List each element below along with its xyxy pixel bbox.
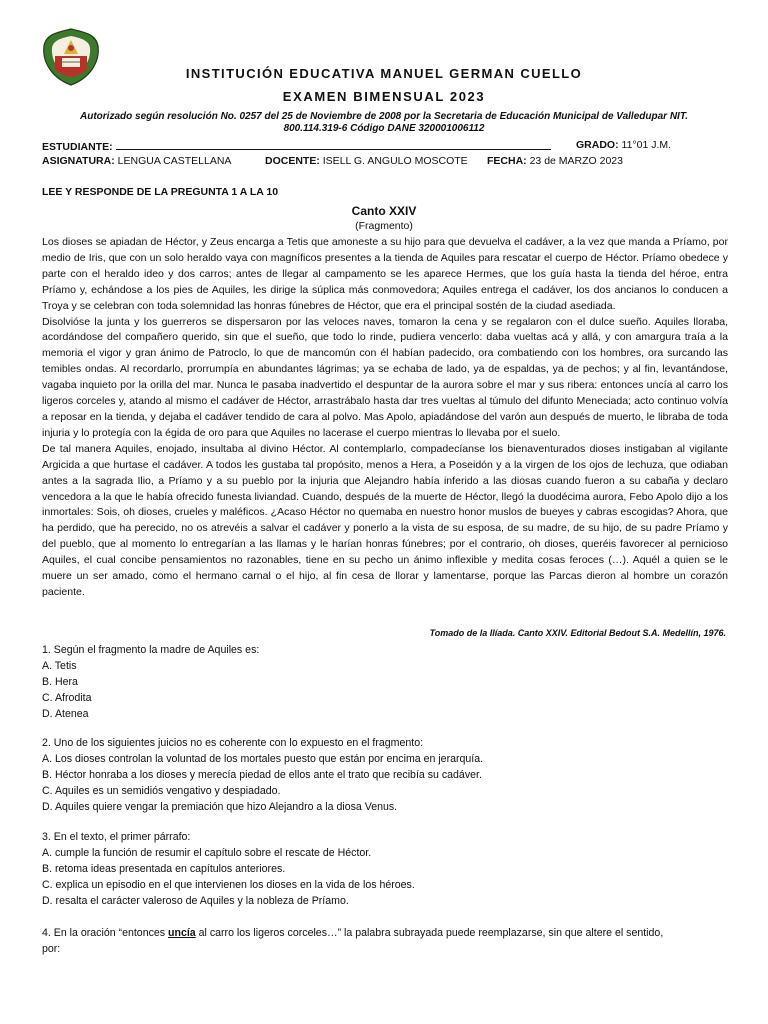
reading-subtitle: (Fragmento) xyxy=(355,220,413,232)
subject-label: ASIGNATURA: xyxy=(42,155,115,167)
question-stem-continuation: por: xyxy=(42,942,61,955)
grade-value: 11°01 J.M. xyxy=(621,139,672,151)
grade-group xyxy=(576,139,671,151)
authorization-text xyxy=(0,111,768,135)
teacher-value: ISELL G. ANGULO MOSCOTE xyxy=(322,155,468,167)
option-c[interactable]: C. Afrodita xyxy=(42,691,92,704)
underlined-word: uncía xyxy=(168,927,196,939)
option-a[interactable]: A. Tetis xyxy=(42,659,77,672)
question-stem: 1. Según el fragmento la madre de Aquiles es: xyxy=(42,644,260,656)
exam-title: EXAMEN BIMENSUAL 2023 xyxy=(282,89,486,104)
option-b[interactable]: B. Hera xyxy=(42,675,78,688)
reading-paragraph: Los dioses se apiadan de Héctor, y Zeus encarga a Tetis que amoneste a su hijo para que devuelva el cadáver, a la vez que manda a Príamo, por medio de Iris, que con un solo heraldo vaya con magníficos presentes a la tienda de Aquiles para rescatar el cuerpo de Héctor. Príamo obedece y parte con el heraldo ideo y dos carros; antes de llegar al campamento se les aparece Hermes, que los guía hasta la tienda del héroe, entra Príamo y, echándose a los pies de Aquiles, les dirige la súplica más conmovedora; Aquiles entrega el cadáver, los dos ancianos lo conducen a Troya y se celebran con toda solemnidad las honras fúnebres de Héctor, que era el principal sostén de la ciudad asediada. xyxy=(42,236,728,312)
option-d[interactable]: D. Atenea xyxy=(42,707,89,720)
teacher-label: DOCENTE: xyxy=(265,155,320,167)
option-d[interactable]: D. Aquiles quiere vengar la premiación que hizo Alejandro a la diosa Venus. xyxy=(42,800,398,813)
question-stem: 2. Uno de los siguientes juicios no es coherente con lo expuesto en el fragmento: xyxy=(42,737,424,749)
reading-paragraph: De tal manera Aquiles, enojado, insultaba al divino Héctor. Al contemplarlo, compadecíanse los bienaventurados dioses instigaban al vigilante Argicida a que hurtase el cadáver. A todos les gustaba tal propósito, menos a Hera, a Poseidón y a la virgen de los ojos de lechuza, que odiaban antes a la sagrada Ilio, a Príamo y a su pueblo por la injuria que Alejandro había inferido a las diosas cuando fueron a su cabaña y declaro vencedora a la que le había ofrecido funesta liviandad. Cuando, después de la muerte de Héctor, llegó la duodécima aurora, Febo Apolo dijo a los inmortales: Sois, oh dioses, crueles y maléficos. ¿Acaso Héctor no quemaba en nuestro honor muslos de bueyes y cabras escogidas? Ahora, que ha perdido, que ha perecido, no os atrevéis a salvar el cadáver y ponerlo a la vista de su esposa, de su madre, de su hijo, de su padre Príamo y del pueblo, que al momento lo entregarían a las llamas y le harían honras fúnebres; por el contrario, oh dioses, queréis favorecer al pernicioso Aquiles, el cual concibe pensamientos no razonables, tiene en su pecho un ánimo inflexible y medita cosas feroces (…). Aquél a quien se le muere un ser amado, como el hermano carnal o el hijo, al fin cesa de llorar y lamentarse, porque las Parcas dieron al hombre un corazón paciente. xyxy=(42,442,728,598)
reading-title: Canto XXIV xyxy=(351,204,417,218)
stem-after: al carro los ligeros corceles…” la palabra subrayada puede reemplazarse, sin que altere el sentido, xyxy=(195,927,664,939)
reading-paragraph: Disolvióse la junta y los guerreros se dispersaron por las veloces naves, tomaron la cena y se regalaron con el dulce sueño. Aquiles lloraba, acordándose del compañero querido, sin que el sueño, que todo lo rinde, pudiera vencerlo: daba vueltas acá y allá, y con amargura traía a la memoria el vigor y gran ánimo de Patroclo, lo que de mancomún con él habían padecido, ora combatiendo con los hombres, ora surcando las temibles ondas. Al recordarlo, prorrumpía en abundantes lágrimas; ya se echaba de lado, ya de espaldas, ya de pechos; y al fin, levantándose, vagaba inquieto por la orilla del mar. Nunca le pasaba inadvertido el despuntar de la aurora sobre el mar y sus ribera: entonces uncía al carro los ligeros corceles y, atando al mismo el cadáver de Héctor, arrastrábalo hasta dar tres vueltas al túmulo del difunto Meneciada; acto continuo volvía a reposar en la tienda, y dejaba el cadáver tendido de cara al polvo. Mas Apolo, apiadándose del varón aun después de muerto, le libraba de toda injuria y lo protegía con la égida de oro para que Aquiles no lacerase el cuerpo mientras lo llevaba por el suelo. xyxy=(42,315,728,439)
date-value: 23 de MARZO 2023 xyxy=(529,155,623,167)
student-name-field[interactable] xyxy=(116,139,551,150)
reading-source: Tomado de la Ilíada. Canto XXIV. Editorial Bedout S.A. Medellín, 1976. xyxy=(429,628,726,638)
question-2 xyxy=(42,736,728,816)
question-4 xyxy=(42,926,728,958)
option-c[interactable]: C. explica un episodio en el que intervienen los dioses en la vida de los héroes. xyxy=(42,878,415,891)
grade-label: GRADO: xyxy=(576,139,619,151)
subject-value: LENGUA CASTELLANA xyxy=(117,155,232,167)
question-3 xyxy=(42,830,728,910)
option-b[interactable]: B. Héctor honraba a los dioses y merecía piedad de ellos ante el trato que recibía su cadáver. xyxy=(42,768,482,781)
authorization-line-2: 800.114.319-6 Código DANE 320001006112 xyxy=(283,123,485,134)
institution-name: INSTITUCIÓN EDUCATIVA MANUEL GERMAN CUELLO xyxy=(185,66,583,81)
option-b[interactable]: B. retoma ideas presentada en capítulos anteriores. xyxy=(42,862,286,875)
option-d[interactable]: D. resalta el carácter valeroso de Aquiles y la nobleza de Príamo. xyxy=(42,894,349,907)
option-c[interactable]: C. Aquiles es un semidiós vengativo y despiadado. xyxy=(42,784,281,797)
teacher-group xyxy=(265,155,468,167)
question-1 xyxy=(42,643,728,723)
authorization-line-1: Autorizado según resolución No. 0257 del 25 de Noviembre de 2008 por la Secretaria de Educación Municipal de Valledupar NIT. xyxy=(80,111,688,122)
reading-text xyxy=(42,235,728,601)
date-group xyxy=(487,155,623,167)
option-a[interactable]: A. cumple la función de resumir el capítulo sobre el rescate de Héctor. xyxy=(42,846,372,859)
option-a[interactable]: A. Los dioses controlan la voluntad de los mortales puesto que están por encima en jerarquía. xyxy=(42,752,484,765)
subject-group xyxy=(42,155,231,167)
date-label: FECHA: xyxy=(487,155,527,167)
student-label: ESTUDIANTE: xyxy=(42,141,113,153)
student-row xyxy=(42,139,551,153)
instruction-heading: LEE Y RESPONDE DE LA PREGUNTA 1 A LA 10 xyxy=(42,186,279,198)
stem-before: 4. En la oración “entonces xyxy=(42,927,169,939)
question-stem: 3. En el texto, el primer párrafo: xyxy=(42,831,191,843)
question-stem xyxy=(42,926,728,942)
